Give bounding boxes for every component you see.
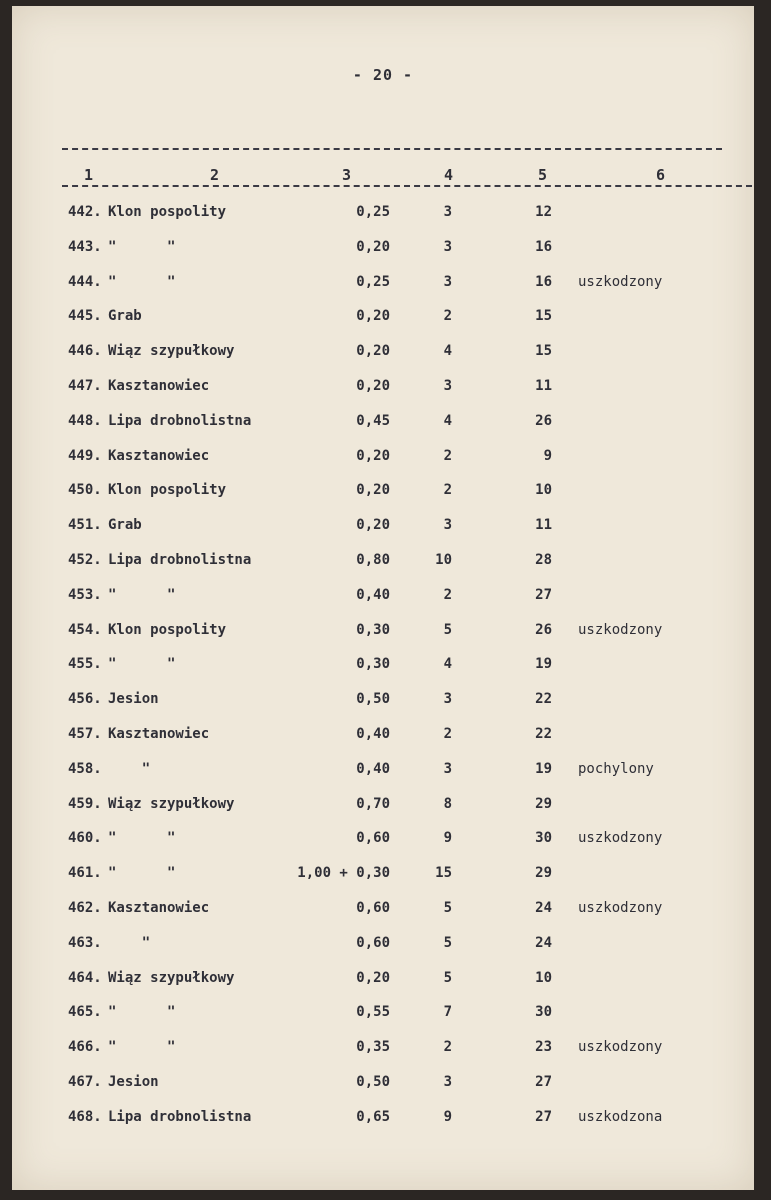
- row-number: 448.: [68, 412, 102, 429]
- condition-note: uszkodzony: [578, 273, 663, 290]
- tree-age: 19: [535, 656, 552, 673]
- row-number: 447.: [68, 378, 102, 394]
- table-row: [12, 204, 754, 224]
- tree-height: 3: [443, 760, 452, 777]
- tree-height: 9: [443, 830, 452, 847]
- trunk-diameter: 0,50: [356, 691, 390, 708]
- trunk-diameter: 0,20: [356, 343, 390, 360]
- trunk-diameter: 0,40: [356, 586, 390, 603]
- table-row: [12, 239, 754, 259]
- row-number: 451.: [68, 517, 102, 534]
- trunk-diameter: 0,20: [356, 969, 390, 986]
- tree-height: 2: [443, 726, 452, 742]
- table-row: [12, 1074, 754, 1094]
- trunk-diameter: 0,20: [356, 482, 390, 499]
- row-number: 462.: [68, 900, 102, 916]
- tree-species: " ": [108, 865, 176, 882]
- row-number: 446.: [68, 343, 102, 360]
- row-number: 443.: [68, 238, 102, 255]
- page-number: - 20 -: [352, 66, 414, 84]
- tree-height: 8: [443, 795, 452, 812]
- trunk-diameter: 0,35: [356, 1039, 390, 1056]
- column-header-3: 3: [342, 166, 352, 184]
- tree-species: " ": [108, 238, 176, 255]
- row-number: 467.: [68, 1074, 102, 1090]
- tree-height: 15: [435, 865, 452, 882]
- trunk-diameter: 1,00 + 0,30: [297, 865, 390, 882]
- tree-species: Jesion: [108, 1074, 159, 1090]
- tree-age: 23: [535, 1039, 552, 1056]
- column-header-6: 6: [656, 166, 666, 184]
- table-row: [12, 656, 754, 676]
- table-row: [12, 796, 754, 816]
- tree-age: 27: [535, 1108, 552, 1125]
- tree-age: 26: [535, 621, 552, 638]
- table-row: [12, 900, 754, 920]
- row-number: 460.: [68, 830, 102, 847]
- tree-species: Klon pospolity: [108, 621, 227, 638]
- tree-age: 15: [535, 343, 552, 360]
- trunk-diameter: 0,45: [356, 412, 390, 429]
- tree-height: 4: [443, 412, 452, 429]
- row-number: 449.: [68, 447, 102, 464]
- table-row: [12, 343, 754, 363]
- condition-note: uszkodzony: [578, 621, 663, 638]
- table-row: [12, 517, 754, 537]
- tree-species: Wiąz szypułkowy: [108, 969, 235, 986]
- trunk-diameter: 0,20: [356, 447, 390, 464]
- trunk-diameter: 0,40: [356, 726, 390, 742]
- tree-age: 27: [535, 1074, 552, 1090]
- tree-height: 3: [443, 204, 452, 220]
- tree-species: " ": [108, 1039, 176, 1056]
- tree-height: 2: [443, 1039, 452, 1056]
- tree-height: 3: [443, 1074, 452, 1090]
- tree-species: " ": [108, 586, 176, 603]
- tree-species: " ": [108, 1004, 176, 1021]
- tree-age: 22: [535, 691, 552, 708]
- trunk-diameter: 0,25: [356, 204, 390, 220]
- table-row: [12, 622, 754, 642]
- row-number: 452.: [68, 552, 102, 568]
- tree-species: ": [108, 760, 151, 777]
- row-number: 444.: [68, 273, 102, 290]
- tree-species: Grab: [108, 517, 142, 534]
- tree-height: 9: [443, 1108, 452, 1125]
- tree-height: 5: [443, 934, 452, 951]
- table-row: [12, 865, 754, 885]
- tree-height: 2: [443, 308, 452, 325]
- column-header-1: 1: [84, 166, 94, 184]
- row-number: 464.: [68, 969, 102, 986]
- tree-height: 3: [443, 238, 452, 255]
- table-row: [12, 691, 754, 711]
- tree-age: 16: [535, 238, 552, 255]
- tree-age: 26: [535, 412, 552, 429]
- tree-species: " ": [108, 830, 176, 847]
- table-row: [12, 761, 754, 781]
- tree-age: 30: [535, 830, 552, 847]
- tree-height: 4: [443, 656, 452, 673]
- condition-note: pochylony: [578, 760, 654, 777]
- tree-height: 10: [435, 552, 452, 568]
- condition-note: uszkodzony: [578, 1039, 663, 1056]
- table-row: [12, 448, 754, 468]
- tree-species: Grab: [108, 308, 142, 325]
- tree-species: ": [108, 934, 151, 951]
- condition-note: uszkodzony: [578, 830, 663, 847]
- tree-species: Kasztanowiec: [108, 900, 210, 916]
- tree-species: Lipa drobnolistna: [108, 1108, 252, 1125]
- row-number: 450.: [68, 482, 102, 499]
- tree-species: Kasztanowiec: [108, 726, 210, 742]
- tree-height: 3: [443, 517, 452, 534]
- tree-age: 30: [535, 1004, 552, 1021]
- trunk-diameter: 0,20: [356, 517, 390, 534]
- column-header-5: 5: [538, 166, 548, 184]
- tree-age: 10: [535, 969, 552, 986]
- table-row: [12, 935, 754, 955]
- table-row: [12, 726, 754, 746]
- tree-age: 22: [535, 726, 552, 742]
- tree-species: Lipa drobnolistna: [108, 552, 252, 568]
- tree-age: 16: [535, 273, 552, 290]
- tree-species: Kasztanowiec: [108, 447, 210, 464]
- tree-age: 24: [535, 900, 552, 916]
- table-row: [12, 830, 754, 850]
- condition-note: uszkodzony: [578, 900, 663, 916]
- row-number: 468.: [68, 1108, 102, 1125]
- tree-age: 15: [535, 308, 552, 325]
- tree-age: 19: [535, 760, 552, 777]
- tree-height: 2: [443, 447, 452, 464]
- table-row: [12, 308, 754, 328]
- tree-height: 2: [443, 586, 452, 603]
- row-number: 456.: [68, 691, 102, 708]
- tree-species: Klon pospolity: [108, 204, 227, 220]
- tree-age: 10: [535, 482, 552, 499]
- tree-height: 3: [443, 273, 452, 290]
- condition-note: uszkodzona: [578, 1108, 663, 1125]
- row-number: 442.: [68, 204, 102, 220]
- row-number: 454.: [68, 621, 102, 638]
- tree-species: Wiąz szypułkowy: [108, 795, 235, 812]
- tree-species: Jesion: [108, 691, 159, 708]
- table-row: [12, 378, 754, 398]
- row-number: 461.: [68, 865, 102, 882]
- trunk-diameter: 0,20: [356, 238, 390, 255]
- trunk-diameter: 0,20: [356, 378, 390, 394]
- row-number: 466.: [68, 1039, 102, 1056]
- row-number: 455.: [68, 656, 102, 673]
- tree-species: " ": [108, 656, 176, 673]
- trunk-diameter: 0,25: [356, 273, 390, 290]
- tree-age: 29: [535, 795, 552, 812]
- tree-age: 12: [535, 204, 552, 220]
- tree-age: 11: [535, 517, 552, 534]
- tree-age: 28: [535, 552, 552, 568]
- tree-height: 3: [443, 691, 452, 708]
- tree-species: Wiąz szypułkowy: [108, 343, 235, 360]
- trunk-diameter: 0,30: [356, 656, 390, 673]
- trunk-diameter: 0,30: [356, 621, 390, 638]
- trunk-diameter: 0,50: [356, 1074, 390, 1090]
- table-row: [12, 1039, 754, 1059]
- trunk-diameter: 0,60: [356, 830, 390, 847]
- table-row: [12, 1109, 754, 1129]
- table-row: [12, 1004, 754, 1024]
- trunk-diameter: 0,65: [356, 1108, 390, 1125]
- trunk-diameter: 0,55: [356, 1004, 390, 1021]
- tree-height: 5: [443, 621, 452, 638]
- tree-age: 29: [535, 865, 552, 882]
- row-number: 457.: [68, 726, 102, 742]
- tree-height: 3: [443, 378, 452, 394]
- tree-age: 9: [543, 447, 552, 464]
- table-header-rule: [62, 185, 752, 187]
- table-row: [12, 970, 754, 990]
- tree-species: " ": [108, 273, 176, 290]
- tree-height: 4: [443, 343, 452, 360]
- table-row: [12, 552, 754, 572]
- table-row: [12, 274, 754, 294]
- trunk-diameter: 0,70: [356, 795, 390, 812]
- table-top-rule: [62, 148, 722, 150]
- trunk-diameter: 0,40: [356, 760, 390, 777]
- trunk-diameter: 0,60: [356, 900, 390, 916]
- row-number: 463.: [68, 934, 102, 951]
- tree-height: 5: [443, 900, 452, 916]
- document-page: [12, 6, 754, 1190]
- column-header-2: 2: [210, 166, 220, 184]
- trunk-diameter: 0,60: [356, 934, 390, 951]
- row-number: 458.: [68, 760, 102, 777]
- trunk-diameter: 0,80: [356, 552, 390, 568]
- tree-height: 7: [443, 1004, 452, 1021]
- tree-height: 5: [443, 969, 452, 986]
- tree-species: Kasztanowiec: [108, 378, 210, 394]
- row-number: 459.: [68, 795, 102, 812]
- tree-age: 11: [535, 378, 552, 394]
- table-row: [12, 482, 754, 502]
- tree-species: Klon pospolity: [108, 482, 227, 499]
- tree-species: Lipa drobnolistna: [108, 412, 252, 429]
- trunk-diameter: 0,20: [356, 308, 390, 325]
- table-row: [12, 413, 754, 433]
- row-number: 453.: [68, 586, 102, 603]
- tree-height: 2: [443, 482, 452, 499]
- column-header-4: 4: [444, 166, 454, 184]
- tree-age: 27: [535, 586, 552, 603]
- tree-age: 24: [535, 934, 552, 951]
- row-number: 445.: [68, 308, 102, 325]
- table-row: [12, 587, 754, 607]
- row-number: 465.: [68, 1004, 102, 1021]
